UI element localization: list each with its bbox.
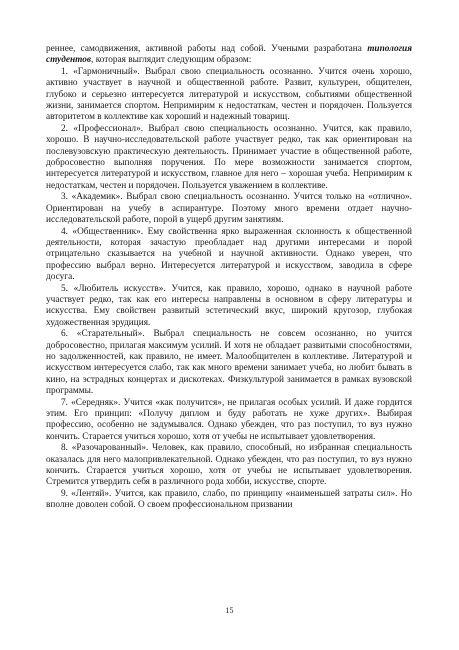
- type-2-professional: 2. «Профессионал». Выбрал свою специальность осознанно. Учится, как правило, хорошо. В научно-исследовательской работе участвует редко, так как ориентирован на послевузовскую практическую деятельность. Принимает участие в общественной работе, добросовестно выполняя поручения. По мере возможности занимается спортом, интересуется литературой и искусством, главное для него – хорошая учеба. Непримирим к недостаткам, честен и порядочен. Пользуется уважением в коллективе.: [46, 123, 412, 191]
- type-8-disappointed: 8. «Разочарованный». Человек, как правило, способный, но избранная специальность оказалась для него малопривлекательной. Однако убежден, что раз поступил, то вуз нужно кончить. Старается учиться хорошо, хотя от учебы не испытывает удовлетворения. Стремится утвердить себя в различного рода хобби, искусстве, спорте.: [46, 443, 412, 488]
- typology-term: типология студентов: [46, 44, 412, 66]
- intro-text: реннее, самодвижения, активной работы над собой. Учеными разработана: [46, 44, 368, 54]
- type-7-average: 7. «Середняк». Учится «как получится», не прилагая особых усилий. И даже гордится этим. Его принцип: «Получу диплом и буду работать не хуже других». Выбирая профессию, особенно не задумывался. Однако убежден, что раз поступил, то вуз нужно кончить. Старается учиться хорошо, хотя от учебы не испытывает удовлетворения.: [46, 397, 412, 442]
- type-9-lazy: 9. «Лентяй». Учится, как правило, слабо, по принципу «наименьшей затраты сил». Но вполне доволен собой. О своем профессиональном призвании: [46, 488, 412, 511]
- type-4-activist: 4. «Общественник». Ему свойственна ярко выраженная склонность к общественной деятельности, которая зачастую преобладает над другими интересами и порой отрицательно сказывается на учебной и научной активности. Однако уверен, что профессию выбрал верно. Интересуется литературой и искусством, заводила в сфере досуга.: [46, 226, 412, 283]
- intro-text-end: , которая выглядит следующим образом:: [91, 55, 252, 66]
- type-6-diligent: 6. «Старательный». Выбрал специальность не совсем осознанно, но учится добросовестно, прилагая максимум усилий. И хотя не обладает развитыми способностями, но задолженностей, как правило, не имеет. Малообщителен в коллективе. Литературой и искусством интересуется слабо, так как много времени занимает учеба, но любит бывать в кино, на эстрадных концертах и дискотеках. Физкультурой занимается в рамках вузовской программы.: [46, 329, 412, 397]
- intro-paragraph: [46, 44, 412, 67]
- body-text: [46, 44, 412, 512]
- type-5-art-lover: 5. «Любитель искусств». Учится, как правило, хорошо, однако в научной работе участвует редко, так как его интересы направлены в основном в сферу литературы и искусства. Ему свойствен развитый эстетический вкус, широкий кругозор, глубокая художественная эрудиция.: [46, 283, 412, 328]
- type-1-harmonious: 1. «Гармоничный». Выбрал свою специальность осознанно. Учится очень хорошо, активно участвует в научной и общественной работе. Развит, культурен, общителен, глубоко и серьезно интересуется литературой и искусством, событиями общественной жизни, занимается спортом. Непримирим к недостаткам, честен и порядочен. Пользуется авторитетом в коллективе как хороший и надежный товарищ.: [46, 66, 412, 123]
- page-number: 15: [225, 606, 234, 615]
- type-3-academic: 3. «Академик». Выбрал свою специальность осознанно. Учится только на «отлично». Ориентирован на учебу в аспирантуре. Поэтому много времени отдает научно-исследовательской работе, порой в ущерб другим занятиям.: [46, 192, 412, 226]
